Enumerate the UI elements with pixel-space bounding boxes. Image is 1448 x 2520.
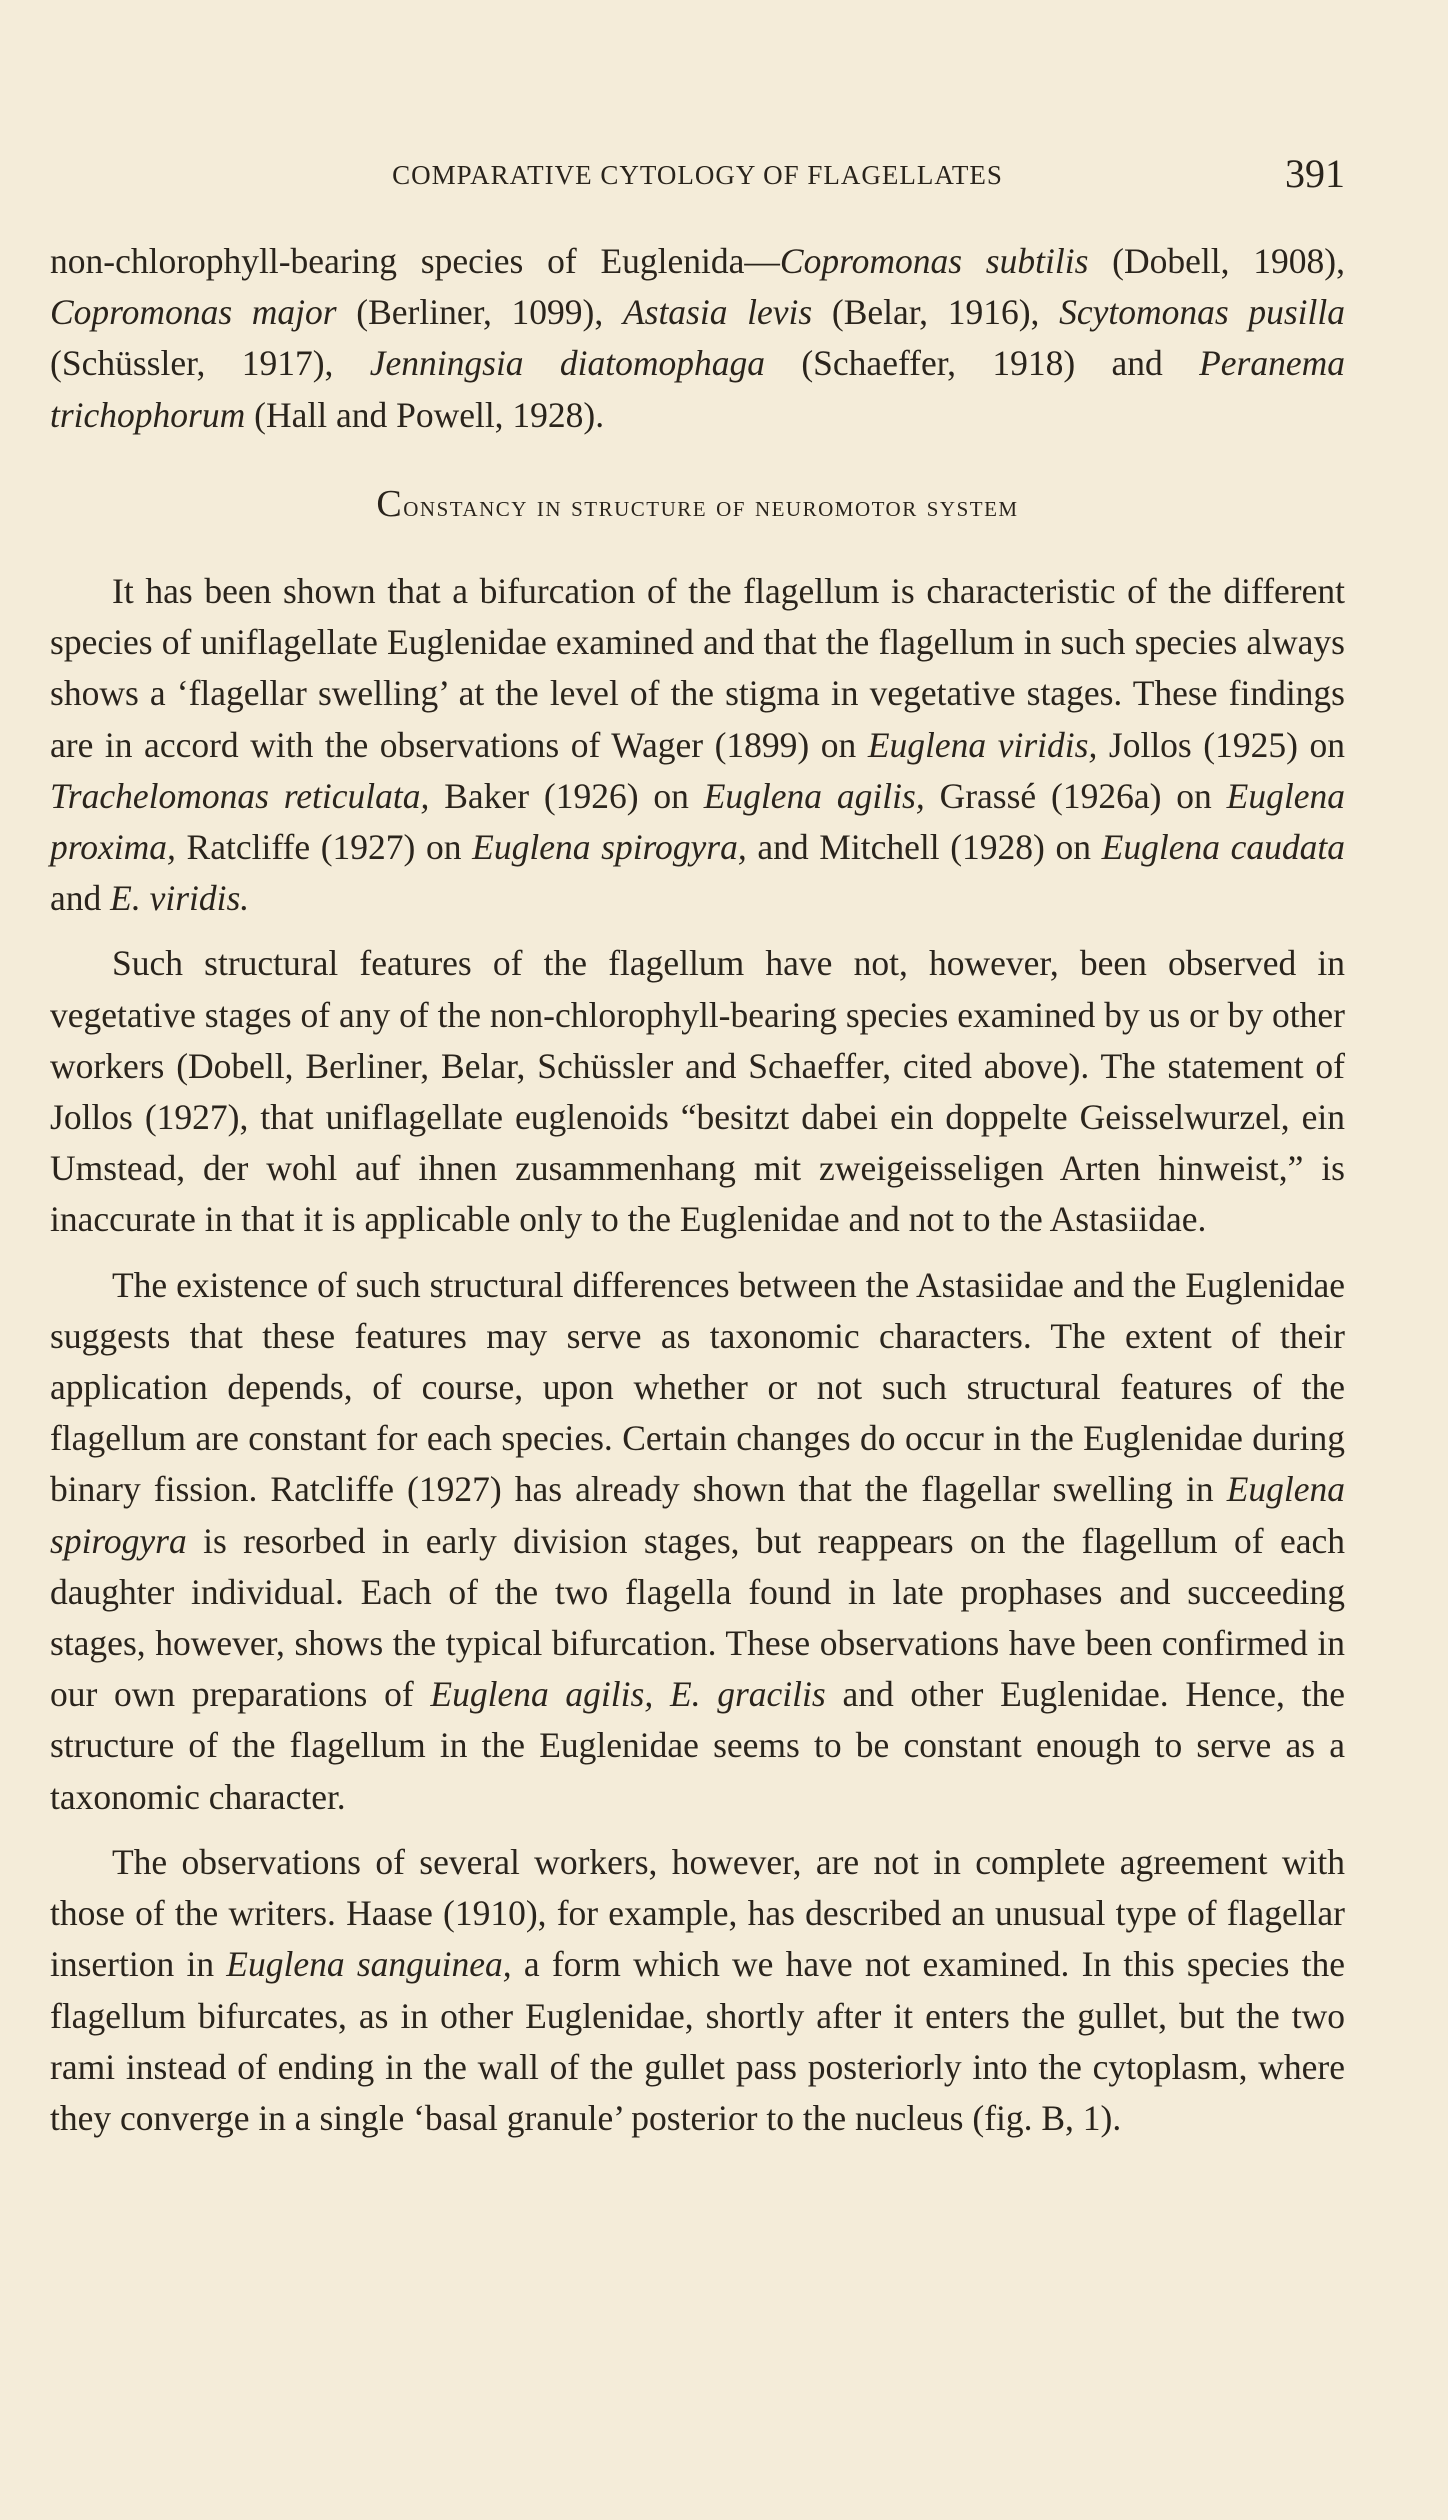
- heading-rest: onstancy in structure of neuromotor system: [403, 489, 1019, 523]
- species-name: Euglena spirogyra,: [472, 827, 747, 868]
- species-name: Astasia levis: [622, 292, 813, 333]
- species-name: Trachelomonas reticulata,: [50, 775, 430, 816]
- species-name: Euglena agilis, E. gracilis: [430, 1674, 826, 1715]
- species-name: Peranema trichophorum: [50, 343, 1346, 435]
- page-header: [50, 152, 1345, 198]
- text-run: Ratcliffe (1927) on: [175, 827, 473, 868]
- text-run: The existence of such structural differences between the Astasiidae and the Euglenidae suggests that these features may serve as taxonomic characters. The extent of their application depends, of course, upon whether or not such structural features of the flagellum are constant for each species. Certain changes do occur in the Euglenidae during binary fission. Ratcliffe (1927) has already shown that the flagellar swelling in: [50, 1264, 1345, 1510]
- species-name: Euglena sanguinea,: [226, 1944, 512, 1985]
- text-run: Baker (1926) on: [429, 775, 704, 816]
- text-run: The observations of several workers, however, are not in complete agreement with those of the writers. Haase (1910), for example, has described an unusual type of flagellar insertion in: [50, 1841, 1345, 1985]
- species-name: Euglena proxima,: [50, 775, 1345, 868]
- paragraph: [50, 938, 1345, 1245]
- text-run: non-chlorophyll-bearing species of Euglenida—: [50, 241, 780, 281]
- species-name: Euglena agilis,: [703, 775, 925, 816]
- species-name: Copromonas subtilis: [779, 241, 1089, 281]
- text-run: Jollos (1925) on: [1097, 724, 1345, 765]
- text-run: and other Euglenidae. Hence, the structure of the flagellum in the Euglenidae seems to be constant enough to serve as a taxonomic character.: [50, 1674, 1346, 1817]
- text-run: a form which we have not examined. In this species the flagellum bifurcates, as in other Euglenidae, shortly after it enters the gullet, but the two rami instead of ending in the wall of the gullet pass posteriorly into the cytoplasm, where they converge in a single ‘basal granule’ posterior to the nucleus (fig. B, 1).: [50, 1944, 1345, 2138]
- section-heading: [50, 479, 1345, 532]
- text-run: and Mitchell (1928) on: [746, 827, 1102, 868]
- text-run: (Berliner, 1099),: [336, 292, 623, 333]
- body-text: [50, 236, 1345, 2158]
- species-name: Scytomonas pusilla: [1059, 292, 1345, 333]
- species-name: Euglena spirogyra: [50, 1469, 1345, 1561]
- species-name: Jenningsia diatomophaga: [369, 343, 766, 384]
- paragraph-continued: [50, 236, 1345, 441]
- text-run: (Dobell, 1908),: [1088, 241, 1345, 281]
- text-run: (Schaeffer, 1918) and: [765, 343, 1200, 384]
- text-run: Grassé (1926a) on: [924, 775, 1227, 816]
- species-name: Euglena caudata: [1101, 827, 1345, 868]
- text-run: It has been shown that a bifurcation of the flagellum is characteristic of the different species of uniflagellate Euglenidae examined and that the flagellum in such species always shows a ‘flagellar swelling’ at the level of the stigma in vegetative stages. These findings are in accord with the observations of Wager (1899) on: [50, 571, 1345, 765]
- species-name: Euglena viridis,: [867, 724, 1098, 765]
- text-run: Such structural features of the flagellum have not, however, been observed in vegetative stages of any of the non-chlorophyll-bearing species examined by us or by other workers (Dobell, Berliner, Belar, Schüssler and Schaeffer, cited above). The statement of Jollos (1927), that uniflagellate euglenoids “besitzt dabei ein doppelte Geisselwurzel, ein Umstead, der wohl auf ihnen zusammenhang mit zweigeisseligen Arten hinweist,” is inaccurate in that it is applicable only to the Euglenidae and not to the Astasiidae.: [50, 943, 1345, 1240]
- text-run: is resorbed in early division stages, but reappears on the flagellum of each daughter individual. Each of the two flagella found in late prophases and succeeding stages, however, shows the typical bifurcation. These observations have been confirmed in our own preparations of: [50, 1520, 1345, 1715]
- species-name: E. viridis.: [110, 878, 250, 919]
- running-head: COMPARATIVE CYTOLOGY OF FLAGELLATES: [392, 160, 1003, 190]
- paragraph: [50, 566, 1345, 924]
- text-run: (Belar, 1916),: [812, 292, 1060, 333]
- species-name: Copromonas major: [50, 292, 337, 333]
- text-run: and: [50, 878, 111, 919]
- heading-initial: C: [376, 482, 404, 525]
- text-run: (Schüssler, 1917),: [50, 343, 370, 384]
- paragraph: [50, 1260, 1345, 1823]
- paragraph: [50, 1837, 1345, 2144]
- text-run: (Hall and Powell, 1928).: [245, 394, 605, 435]
- page-number: 391: [1285, 151, 1345, 196]
